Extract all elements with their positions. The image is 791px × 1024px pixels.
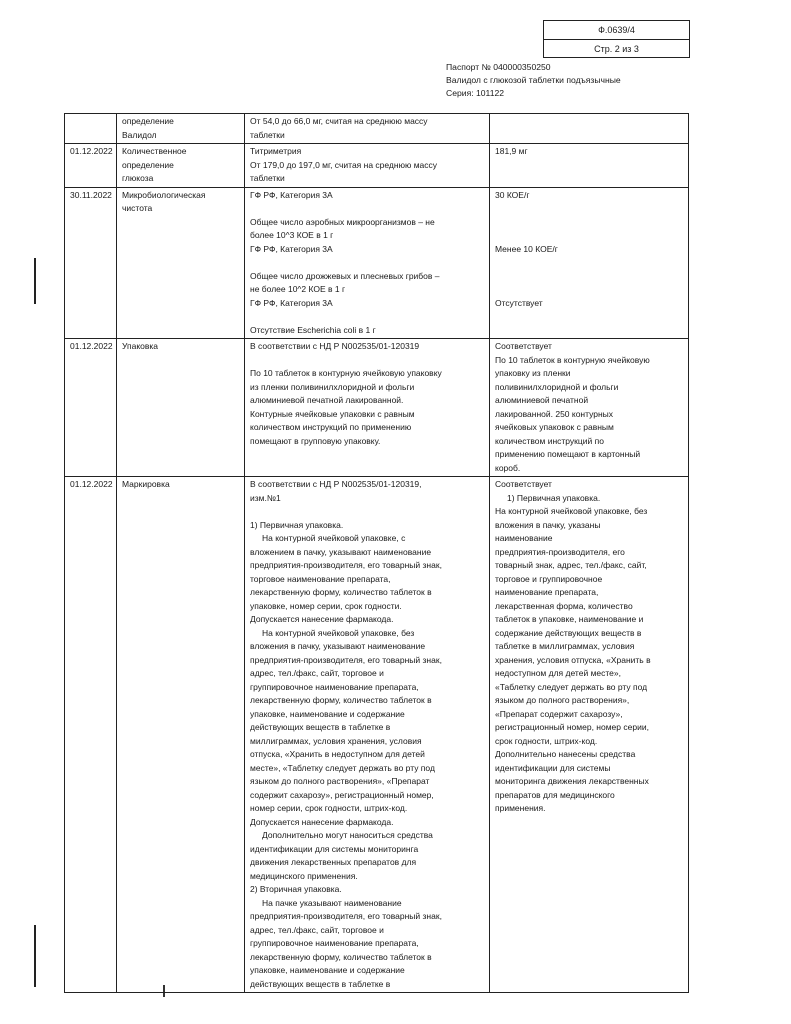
result-line: 1) Первичная упаковка. [507, 492, 601, 503]
result-line: идентификации для системы [495, 762, 611, 773]
result-line: таблетке в миллиграммах, условия [495, 641, 635, 651]
test-name: Упаковка [117, 339, 245, 477]
scan-margin-mark [34, 258, 36, 304]
specification-line: вложением в пачку, указывают наименование [250, 546, 432, 557]
result-line [495, 270, 683, 284]
result-line [495, 283, 683, 297]
result-line [495, 256, 683, 270]
result-line: Соответствует [495, 479, 552, 489]
specification-line: Общее число аэробных микроорганизмов – не [250, 216, 435, 227]
specification-line: месте», «Таблетку следует держать во рту под [250, 762, 435, 773]
result-line: применению помещают в картонный [495, 449, 641, 459]
result-line: вложения в пачку, указаны [495, 519, 601, 530]
result-line: срок годности, штрих-код. [495, 735, 598, 746]
result [490, 114, 689, 144]
specification-line: предприятия-производителя, его товарный знак, [250, 654, 442, 665]
document-header [446, 61, 621, 100]
specification-line: адрес, тел./факс, сайт, торговое и [250, 668, 384, 678]
specification-line: упаковке, наименование и содержание [250, 708, 405, 719]
table-row [65, 187, 689, 339]
result [490, 477, 689, 993]
scan-margin-mark [34, 925, 36, 987]
result-line: препаратов для медицинского [495, 789, 615, 800]
specification-line: медицинского применения. [250, 870, 358, 881]
specification [245, 114, 490, 144]
specification-line: Общее число дрожжевых и плесневых грибов – [250, 270, 440, 281]
result-line: содержание действующих веществ в [495, 627, 642, 638]
specification-line: По 10 таблеток в контурную ячейковую упаковку [250, 368, 442, 378]
specification-line: миллиграммах, условия хранения, условия [250, 735, 422, 746]
specification-line: Контурные ячейковые упаковки с равным [250, 408, 415, 419]
specification [245, 144, 490, 188]
result-line: наименование препарата, [495, 587, 599, 597]
specification-line: не более 10^2 КОЕ в 1 г [250, 284, 346, 294]
result-line: лакированной. 250 контурных [495, 408, 614, 419]
page-number: Стр. 2 из 3 [544, 39, 689, 58]
result-line: короб. [495, 462, 521, 473]
specification-line: В соответствии с НД Р N002535/01-120319, [250, 479, 422, 489]
result-line: алюминиевой печатной [495, 395, 589, 405]
result-line: Дополнительно нанесены средства [495, 749, 636, 759]
test-name: Количественное определение глюкоза [117, 144, 245, 188]
specification-line [250, 202, 484, 216]
specification-line: Отсутствие Escherichia coli в 1 г [250, 324, 376, 335]
specification-line: На контурной ячейковой упаковке, без [262, 627, 415, 638]
specification-line: таблетки [250, 129, 285, 140]
result-line: 181,9 мг [495, 146, 528, 156]
specification-line: 1) Первичная упаковка. [250, 519, 344, 530]
specification-line: На пачке указывают наименование [262, 897, 402, 908]
result-line: таблеток в упаковке, наименование и [495, 614, 644, 624]
specification [245, 187, 490, 339]
specification-line: вложения в пачку, указывают наименование [250, 641, 426, 651]
result-line: упаковку из пленки [495, 368, 571, 378]
specification-line: предприятия-производителя, его товарный знак, [250, 911, 442, 921]
specification-line [250, 310, 484, 324]
specification-line [250, 256, 484, 270]
result-line: предприятия-производителя, его [495, 546, 625, 557]
result [490, 339, 689, 477]
specification-line: группировочное наименование препарата, [250, 938, 419, 948]
series-number: Серия: 101122 [446, 88, 505, 98]
result-line: Отсутствует [495, 297, 543, 308]
specification-line: лекарственную форму, количество таблеток в [250, 695, 432, 705]
specification-line: изм.№1 [250, 492, 281, 503]
test-date: 01.12.2022 [65, 477, 117, 993]
result-line: 30 КОЕ/г [495, 189, 530, 200]
specification-line: 2) Вторичная упаковка. [250, 884, 342, 894]
specification-line: В соответствии с НД Р N002535/01-120319 [250, 341, 420, 351]
specification-line: действующих веществ в таблетке в [250, 722, 391, 732]
specification [245, 477, 490, 993]
result-line: На контурной ячейковой упаковке, без [495, 506, 648, 516]
specification-line: номер серии, срок годности, штрих-код. [250, 803, 408, 813]
result-line [495, 229, 683, 243]
result-line: недоступном для детей месте», [495, 668, 621, 678]
test-name: определение Валидол [117, 114, 245, 144]
specification-line: торговое наименование препарата, [250, 573, 391, 584]
specification-line: алюминиевой печатной лакированной. [250, 395, 404, 405]
result-line: Менее 10 КОЕ/г [495, 243, 558, 254]
specification-line: отпуска, «Хранить в недоступном для детей [250, 749, 425, 759]
result-line: Соответствует [495, 341, 552, 351]
specification-line: из пленки поливинилхлоридной и фольги [250, 381, 415, 392]
result-line: применения. [495, 803, 546, 813]
passport-number: Паспорт № 040000350250 [446, 62, 551, 72]
result-line: количеством инструкций по [495, 435, 604, 446]
test-date [65, 114, 117, 144]
table-row [65, 477, 689, 993]
specification-line: лекарственную форму, количество таблеток в [250, 951, 432, 962]
table-row [65, 144, 689, 188]
specification-line: адрес, тел./факс, сайт, торговое и [250, 924, 384, 935]
table-row [65, 339, 689, 477]
result-line: наименование [495, 533, 553, 543]
test-date: 01.12.2022 [65, 339, 117, 477]
specification-line: Допускается нанесение фармакода. [250, 816, 394, 827]
result-line: «Препарат содержит сахарозу», [495, 708, 623, 719]
specification-line: От 179,0 до 197,0 мг, считая на среднюю массу [250, 159, 438, 170]
result-line: товарный знак, адрес, тел./факс, сайт, [495, 560, 647, 570]
result-line: ячейковых упаковок с равным [495, 422, 614, 432]
test-date: 01.12.2022 [65, 144, 117, 188]
specification-line: количеством инструкций по применению [250, 422, 412, 432]
result-line [495, 216, 683, 230]
result-line: мониторинга движения лекарственных [495, 776, 649, 786]
specification-line: От 54,0 до 66,0 мг, считая на среднюю массу [250, 116, 428, 126]
specification-line: более 10^3 КОЕ в 1 г [250, 230, 334, 240]
specification-line: движения лекарственных препаратов для [250, 857, 417, 867]
specification-line: Дополнительно могут наноситься средства [262, 830, 433, 840]
specification-line: ГФ РФ, Категория 3А [250, 243, 333, 254]
specification-line: предприятия-производителя, его товарный знак, [250, 560, 442, 570]
test-date: 30.11.2022 [65, 187, 117, 339]
specification-line: языком до полного растворения», «Препарат [250, 776, 430, 786]
product-name: Валидол с глюкозой таблетки подъязычные [446, 75, 621, 85]
specification-line: группировочное наименование препарата, [250, 681, 419, 692]
specification-line: таблетки [250, 173, 285, 183]
result-line: По 10 таблеток в контурную ячейковую [495, 354, 650, 365]
specification-line: помещают в групповую упаковку. [250, 435, 381, 446]
test-name: Маркировка [117, 477, 245, 993]
specification-line: ГФ РФ, Категория 3А [250, 297, 333, 308]
specification-line: содержит сахарозу», регистрационный номер, [250, 789, 434, 800]
result [490, 144, 689, 188]
result-line: «Таблетку следует держать во рту под [495, 681, 648, 692]
result-line [495, 202, 683, 216]
specification-line: действующих веществ в таблетке в [250, 978, 391, 989]
result-line: поливинилхлоридной и фольги [495, 381, 619, 392]
specification-line: ГФ РФ, Категория 3А [250, 189, 333, 200]
form-code-box [543, 20, 690, 58]
result-line: регистрационный номер, номер серии, [495, 722, 649, 732]
specification-line: лекарственную форму, количество таблеток в [250, 587, 432, 597]
result-line: торговое и группировочное [495, 573, 603, 584]
specification-line: идентификации для системы мониторинга [250, 843, 419, 854]
specification-line [250, 505, 484, 519]
specification-line: упаковке, номер серии, срок годности. [250, 600, 402, 611]
form-code: Ф.0639/4 [598, 25, 635, 35]
test-name: Микробиологическая чистота [117, 187, 245, 339]
result-line: лекарственная форма, количество [495, 600, 633, 611]
quality-results-table [64, 113, 689, 993]
specification [245, 339, 490, 477]
specification-line: Допускается нанесение фармакода. [250, 614, 394, 624]
specification-line [250, 354, 484, 368]
result-line: хранения, условия отпуска, «Хранить в [495, 654, 651, 665]
result-line: языком до полного растворения», [495, 695, 630, 705]
specification-line: упаковке, наименование и содержание [250, 965, 405, 975]
specification-line: Титриметрия [250, 146, 302, 156]
specification-line: На контурной ячейковой упаковке, с [262, 533, 406, 543]
table-row [65, 114, 689, 144]
result [490, 187, 689, 339]
